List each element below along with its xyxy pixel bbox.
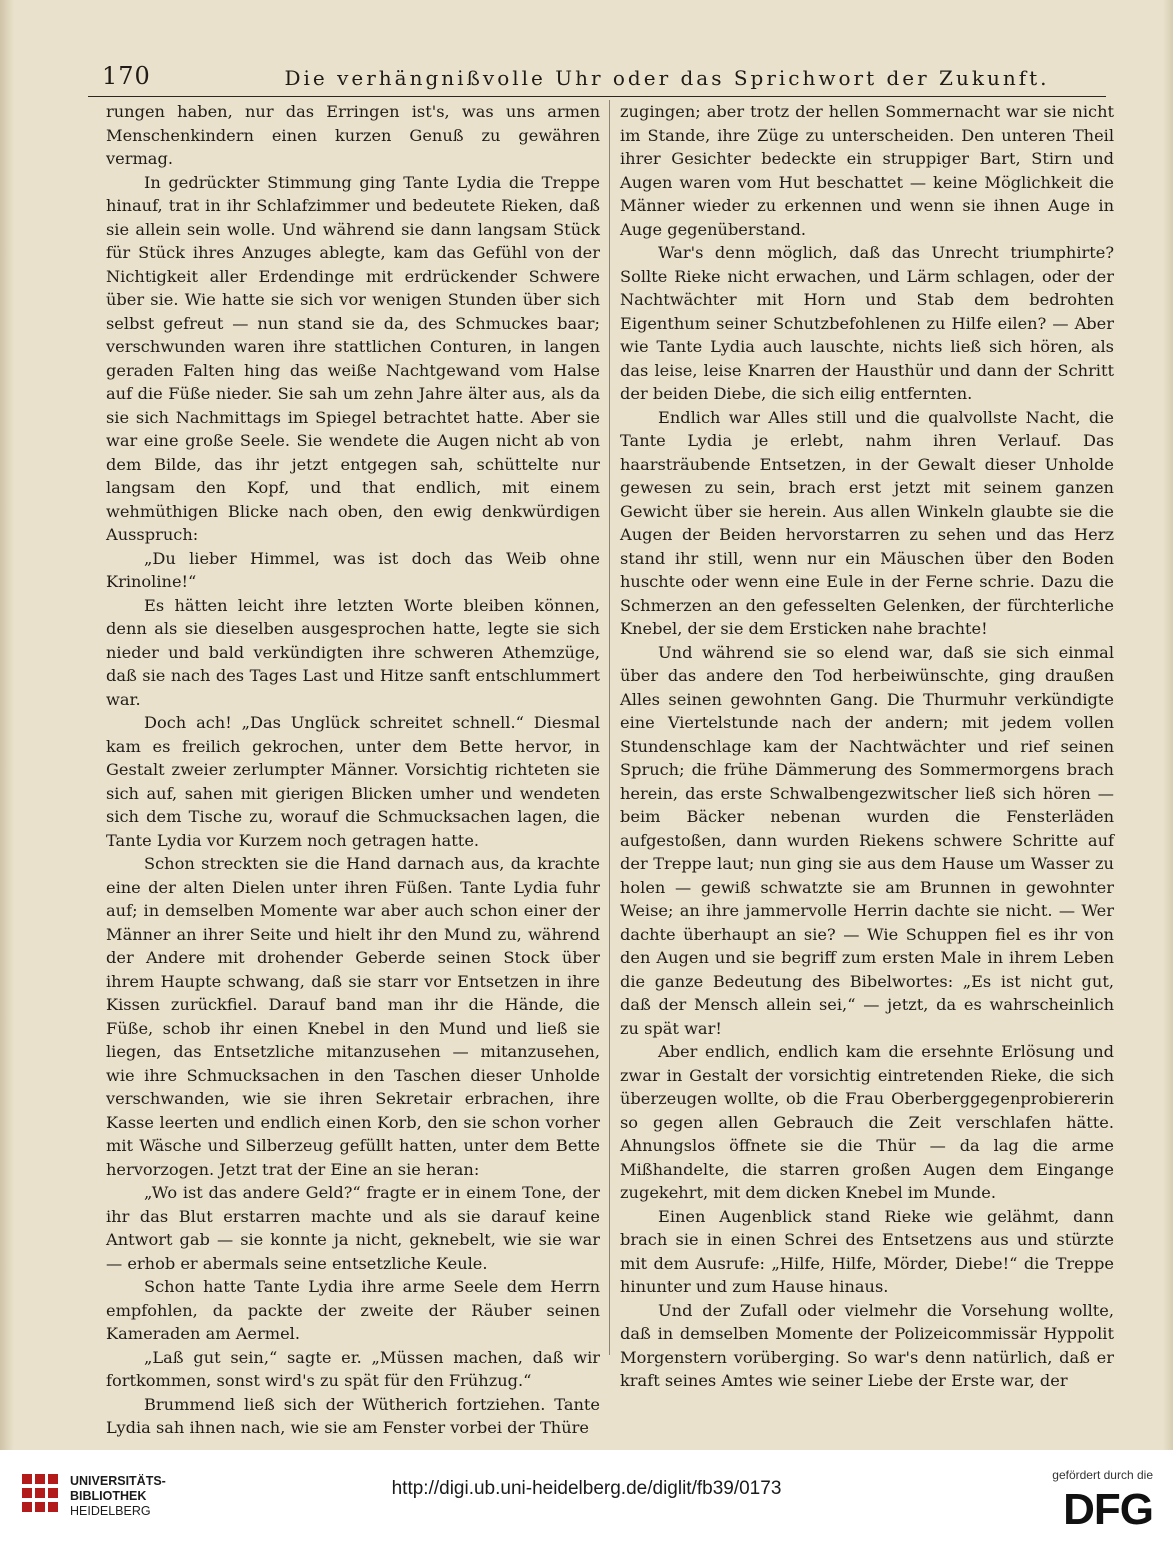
permalink-url[interactable]: http://digi.ub.uni-heidelberg.de/diglit/fb39/0173 (391, 1478, 782, 1499)
paragraph: zugingen; aber trotz der hellen Sommernacht war sie nicht im Stande, ihre Züge zu unterscheiden. Den unteren Theil ihrer Gesichter bedeckte ein struppiger Bart, Stirn und Augen waren vom Hut beschattet — keine Möglichkeit die Männer wieder zu erkennen und wenn sie ihnen Auge in Auge gegenüberstand. (620, 102, 1114, 239)
paragraph: Doch ach! „Das Unglück schreitet schnell.“ Diesmal kam es freilich gekrochen, unter dem Bette hervor, in Gestalt zweier zerlumpter Männer. Vorsichtig richteten sie sich auf, sahen mit gierigen Blicken umher und wendeten sich dem Tische zu, worauf die Schmucksachen lagen, die Tante Lydia vor Kurzem noch getragen hatte. (106, 713, 600, 850)
left-column (106, 100, 600, 1440)
paragraph: „Wo ist das andere Geld?“ fragte er in einem Tone, der ihr das Blut erstarren machte und als sie darauf keine Antwort gab — sie konnte ja nicht, geknebelt, wie sie war — erhob er abermals seine entsetzliche Keule. (106, 1183, 600, 1273)
paragraph: Aber endlich, endlich kam die ersehnte Erlösung und zwar in Gestalt der vorsichtig eintretenden Rieke, die sich überzeugen wollte, ob die Frau Oberberggegenprobiererin so gegen allen Gebrauch die Zeit verschlafen hätte. Ahnungslos öffnete sie die Thür — da lag die arme Mißhandelte, die starren großen Augen dem Eingange zugekehrt, mit dem dicken Knebel im Munde. (620, 1042, 1114, 1202)
paragraph: „Du lieber Himmel, was ist doch das Weib ohne Krinoline!“ (106, 548, 600, 591)
page-number: 170 (102, 62, 151, 90)
paragraph: Schon streckten sie die Hand darnach aus, da krachte eine der alten Dielen unter ihren Füßen. Tante Lydia fuhr auf; in demselben Momente war aber auch schon einer der Männer an ihrer Seite und hielt ihr den Mund zu, während der Andere mit drohender Geberde seinen Stock über ihrem Haupte schwang, daß sie starr vor Entsetzen in ihre Kissen zurückfiel. Darauf band man ihr die Hände, die Füße, schob ihr einen Knebel in den Mund und ließ sie liegen, das Entsetzliche mitanzusehen — mitanzusehen, wie ihre Schmucksachen in den Taschen dieser Unholde verschwanden, wie sie ihren Sekretair erbrachen, ihre Kasse leerten und endlich einen Korb, den sie schon vorher mit Wäsche und Silberzeug gefüllt hatten, unter dem Bette hervorzogen. Jetzt trat der Eine an sie heran: (106, 854, 600, 1179)
library-name-line: HEIDELBERG (70, 1504, 151, 1518)
funding-label: gefördert durch die (1052, 1468, 1153, 1482)
paragraph: Endlich war Alles still und die qualvollste Nacht, die Tante Lydia je erlebt, nahm ihren Verlauf. Das haarsträubende Entsetzen, in der Gewalt dieser Unholde gewesen zu sein, brach erst jetzt mit seinem ganzen Gewicht über sie herein. Aus allen Winkeln glaubte sie die Augen der Beiden hervorstarren zu sehen und das Herz stand ihr still, wenn nur ein Mäuschen über den Boden huschte oder wenn eine Eule in der Ferne schrie. Dazu die Schmerzen an den gefesselten Gelenken, der fürchterliche Knebel, der sie dem Ersticken nahe brachte! (620, 407, 1114, 638)
paragraph: Schon hatte Tante Lydia ihre arme Seele dem Herrn empfohlen, da packte der zweite der Räuber seinen Kameraden am Aermel. (106, 1277, 600, 1343)
paragraph: rungen haben, nur das Erringen ist's, was uns armen Menschenkindern einen kurzen Genuß zu gewähren vermag. (106, 102, 600, 168)
right-column (620, 100, 1114, 1393)
paragraph: Und während sie so elend war, daß sie sich einmal über das andere den Tod herbeiwünschte, ging draußen Alles seinen gewohnten Gang. Die Thurmuhr verkündigte eine Viertelstunde nach der andern; mit jedem vollen Stundenschlage kam der Nachtwächter und rief seinen Spruch; die frühe Dämmerung des Sommermorgens brach herein, das erste Schwalbengezwitscher ließ sich hören — beim Bäcker nebenan wurden die Fensterläden aufgestoßen, dann wurden Riekens schwere Schritte auf der Treppe laut; nun ging sie aus dem Hause um Wasser zu holen — gewiß schwatzte sie am Brunnen in gewohnter Weise; an ihre jammervolle Herrin dachte sie nicht. — Wer dachte überhaupt an sie? — Wie Schuppen fiel es ihr von den Augen und sie begriff zum ersten Male in ihrem Leben die ganze Bedeutung des Bibelwortes: „Es ist nicht gut, daß der Mensch allein sei,“ — jetzt, da es wahrscheinlich zu spät war! (620, 642, 1114, 1038)
library-name-line: BIBLIOTHEK (70, 1489, 147, 1503)
dfg-logo: DFG (1063, 1485, 1153, 1534)
paragraph: Und der Zufall oder vielmehr die Vorsehung wollte, daß in demselben Momente der Polizeicommissär Hyppolit Morgenstern vorüberging. So war's denn natürlich, daß er kraft seines Amtes wie seiner Liebe der Erste war, der (620, 1300, 1114, 1390)
column-divider (609, 100, 610, 1355)
viewer-footer (0, 1450, 1173, 1542)
page-header (88, 60, 1106, 97)
paragraph: Es hätten leicht ihre letzten Worte bleiben können, denn als sie dieselben ausgesprochen hatte, legte sie sich nieder und bald verkündigten ihre schweren Athemzüge, daß sie nach des Tages Last und Hitze sanft entschlummert war. (106, 595, 600, 709)
paragraph: In gedrückter Stimmung ging Tante Lydia die Treppe hinauf, trat in ihr Schlafzimmer und bedeutete Rieken, daß sie allein sein wolle. Und während sie dann langsam Stück für Stück ihres Anzuges ablegte, kam das Gefühl von der Nichtigkeit aller Erdendinge mit erdrückender Schwere über sie. Wie hatte sie sich vor wenigen Stunden über sich selbst gefreut — nun stand sie da, des Schmuckes baar; verschwunden waren ihre stattlichen Conturen, in langen geraden Falten hing das weiße Nachtgewand vom Halse auf die Füße nieder. Sie sah um zehn Jahre älter aus, als da sie sich Nachmittags im Spiegel betrachtet hatte. Aber sie war eine große Seele. Sie wendete die Augen nicht ab von dem Bilde, das ihr jetzt entgegen sah, schüttelte nur langsam den Kopf, und that endlich, mit einem wehmüthigen Blicke nach oben, den ewig denkwürdigen Ausspruch: (106, 172, 600, 544)
paragraph: War's denn möglich, daß das Unrecht triumphirte? Sollte Rieke nicht erwachen, und Lärm schlagen, oder der Nachtwächter mit Horn und Stab dem bedrohten Eigenthum seiner Schutzbefohlenen zu Hilfe eilen? — Aber wie Tante Lydia auch lauschte, nichts ließ sich hören, als das leise, leise Knarren der Hausthür und dann der Schritt der beiden Diebe, die sich eilig entfernten. (620, 243, 1114, 403)
paragraph: „Laß gut sein,“ sagte er. „Müssen machen, daß wir fortkommen, sonst wird's zu spät für den Frühzug.“ (106, 1347, 600, 1390)
paragraph: Brummend ließ sich der Wütherich fortziehen. Tante Lydia sah ihnen nach, wie sie am Fenster vorbei der Thüre (106, 1394, 600, 1437)
paragraph: Einen Augenblick stand Rieke wie gelähmt, dann brach sie in einen Schrei des Entsetzens aus und stürzte mit dem Ausrufe: „Hilfe, Hilfe, Mörder, Diebe!“ die Treppe hinunter und zum Hause hinaus. (620, 1206, 1114, 1296)
running-title: Die verhängnißvolle Uhr oder das Sprichwort der Zukunft. (284, 66, 1050, 90)
library-name-line: UNIVERSITÄTS- (70, 1474, 166, 1488)
